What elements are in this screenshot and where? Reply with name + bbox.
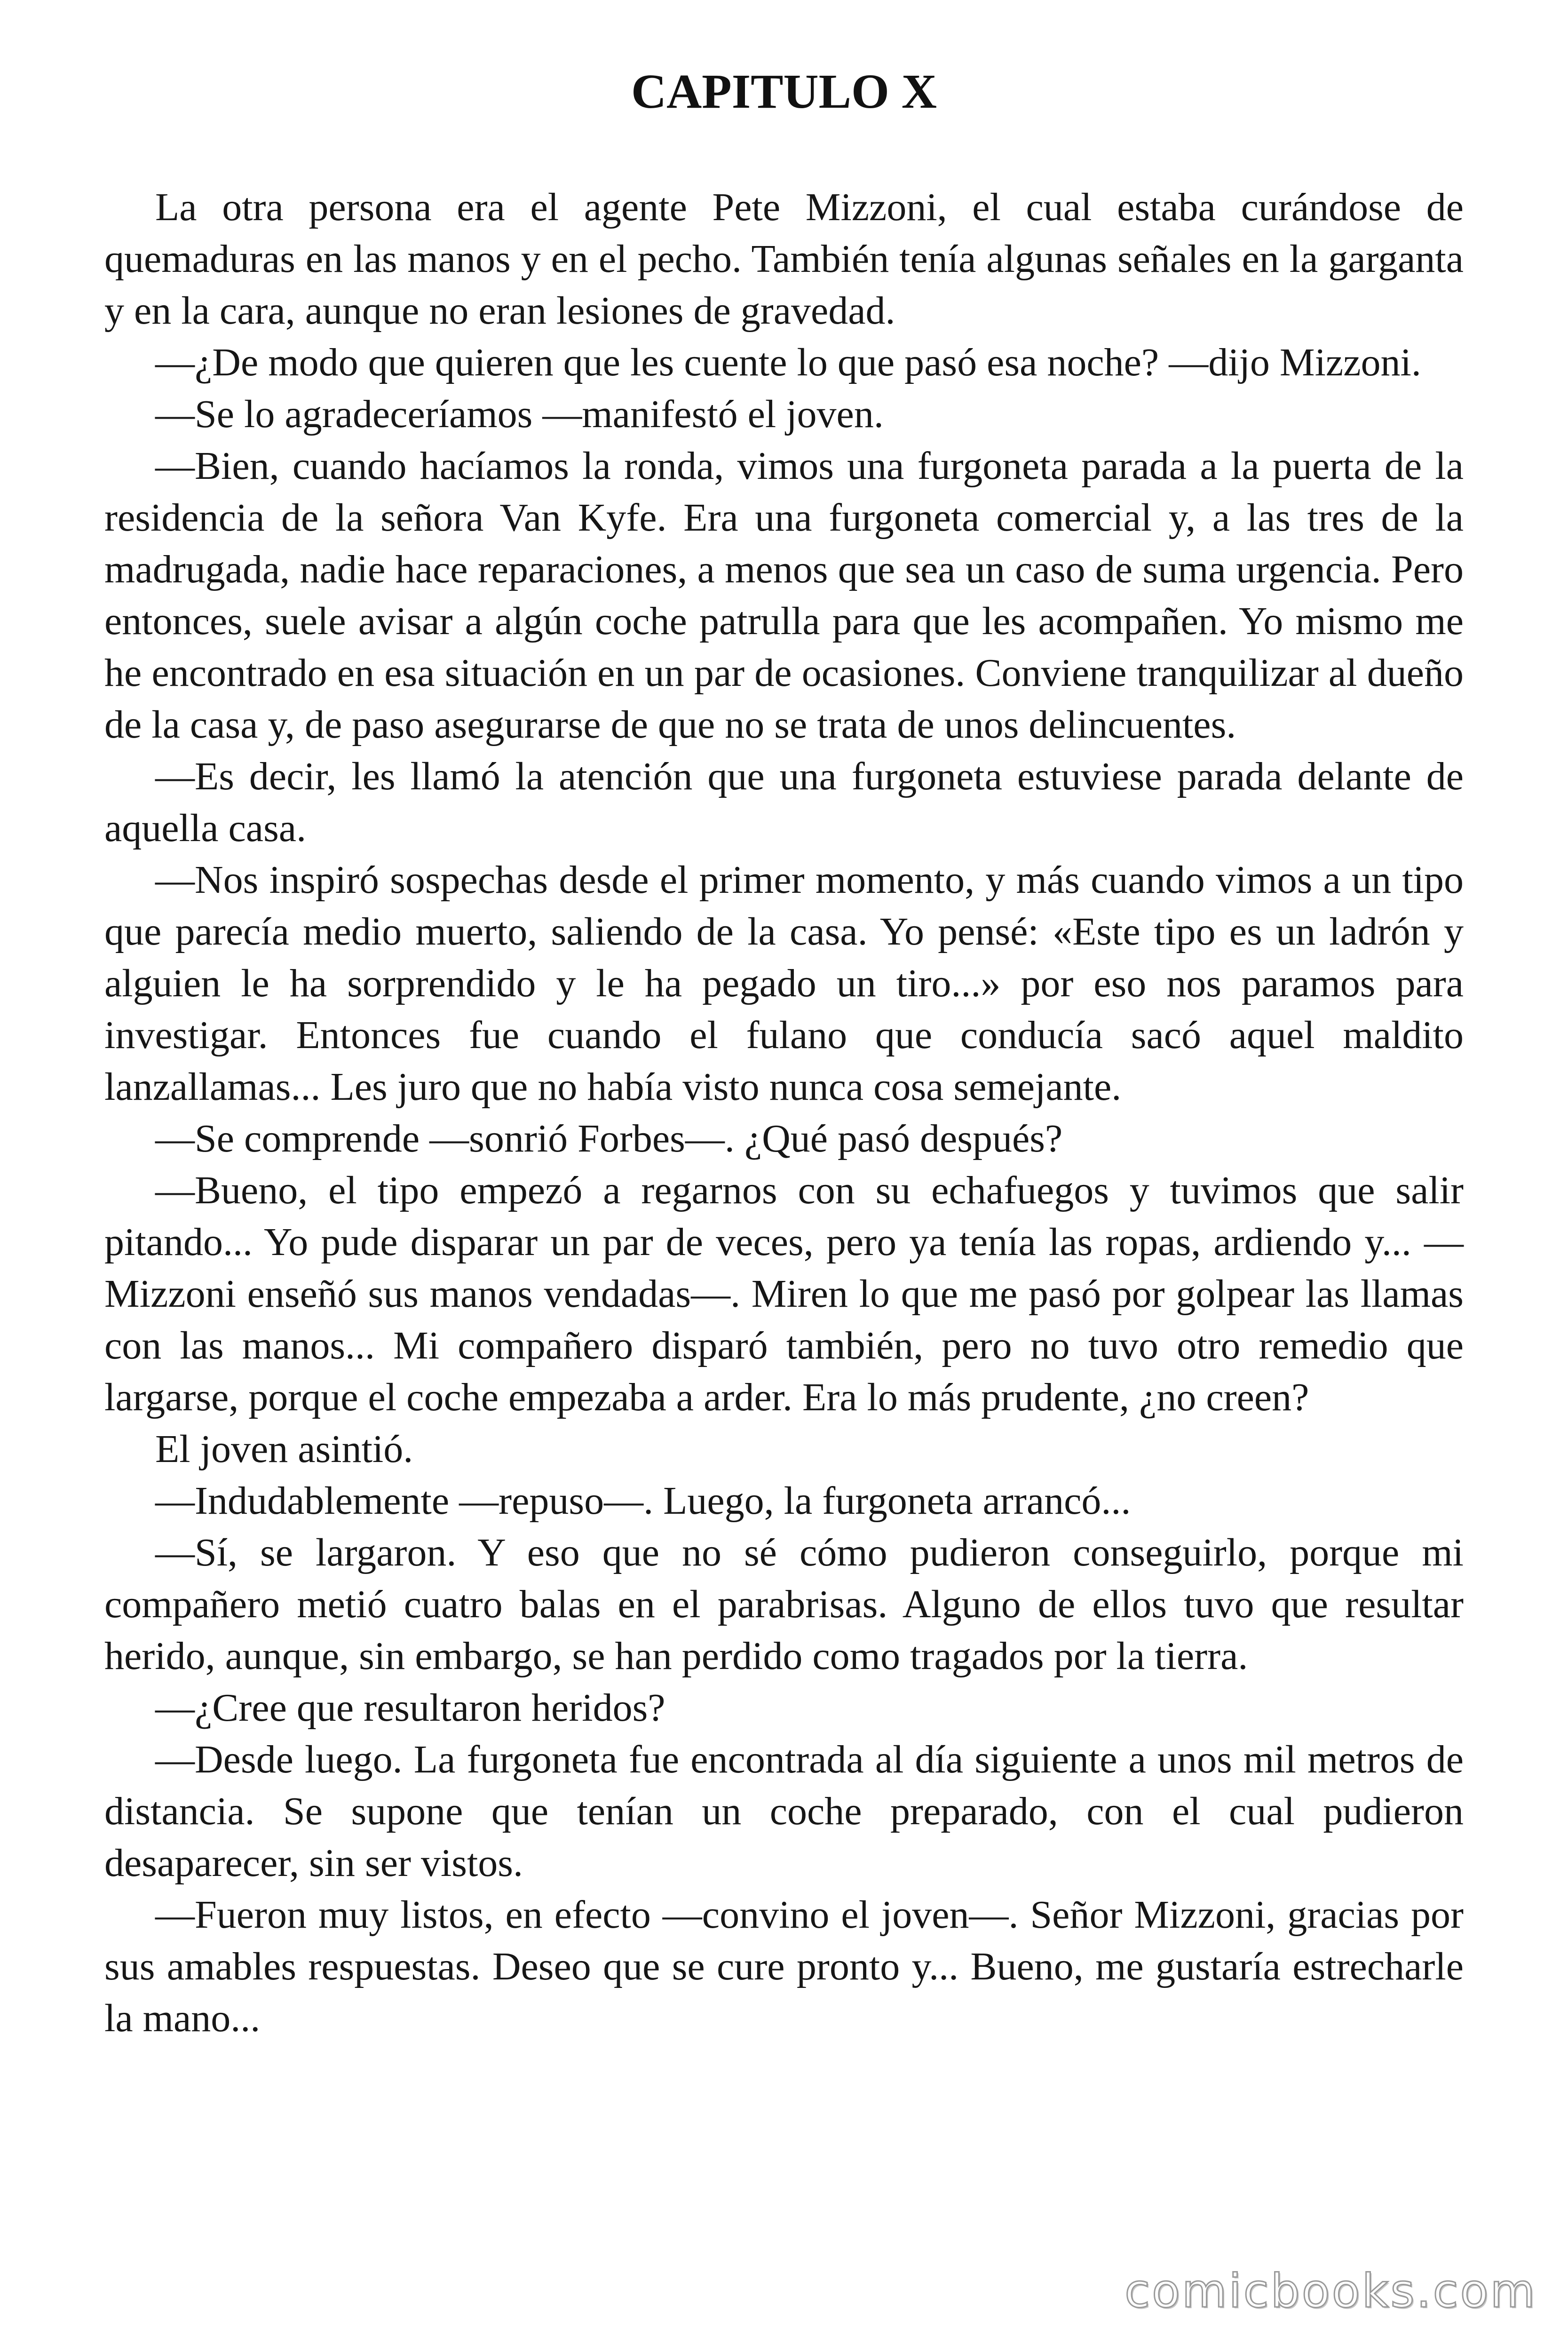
paragraph: —Se comprende —sonrió Forbes—. ¿Qué pasó después? xyxy=(155,1117,1063,1160)
paragraph: —Nos inspiró sospechas desde el primer momento, y más cuando vimos a un tipo que parecía medio muerto, saliendo de la casa. Yo pensé: «Este tipo es un ladrón y alguien le ha sorprendido y le ha pegado un tiro...» por eso nos paramos para investigar. Entonces fue cuando el fulano que conducía sacó aquel maldito lanzallamas... Les juro que no había visto nunca cosa semejante. xyxy=(104,858,1464,1109)
paragraph: —Sí, se largaron. Y eso que no sé cómo pudieron conseguirlo, porque mi compañero metió cuatro balas en el parabrisas. Alguno de ellos tuvo que resultar herido, aunque, sin embargo, se han perdido como tragados por la tierra. xyxy=(104,1531,1464,1678)
paragraph: —Se lo agradeceríamos —manifestó el joven. xyxy=(155,392,884,436)
paragraph: —Indudablemente —repuso—. Luego, la furgoneta arrancó... xyxy=(155,1479,1131,1523)
paragraph: —¿Cree que resultaron heridos? xyxy=(155,1686,665,1730)
chapter-body xyxy=(104,182,1464,2044)
chapter-title: CAPITULO X xyxy=(631,64,937,119)
paragraph: —Desde luego. La furgoneta fue encontrada al día siguiente a unos mil metros de distancia. Se supone que tenían un coche preparado, con el cual pudieron desaparecer, sin ser vistos. xyxy=(104,1738,1464,1885)
paragraph: —Es decir, les llamó la atención que una furgoneta estuviese parada delante de aquella casa. xyxy=(104,755,1464,850)
paragraph: —¿De modo que quieren que les cuente lo que pasó esa noche? —dijo Mizzoni. xyxy=(155,341,1421,384)
paragraph: El joven asintió. xyxy=(155,1427,413,1471)
paragraph: —Bien, cuando hacíamos la ronda, vimos una furgoneta parada a la puerta de la residencia de la señora Van Kyfe. Era una furgoneta comercial y, a las tres de la madrugada, nadie hace reparaciones, a menos que sea un caso de suma urgencia. Pero entonces, suele avisar a algún coche patrulla para que les acompañen. Yo mismo me he encontrado en esa situación en un par de ocasiones. Conviene tranquilizar al dueño de la casa y, de paso asegurarse de que no se trata de unos delincuentes. xyxy=(104,444,1464,747)
paragraph: —Fueron muy listos, en efecto —convino el joven—. Señor Mizzoni, gracias por sus amables respuestas. Deseo que se cure pronto y... Bueno, me gustaría estrecharle la mano... xyxy=(104,1893,1464,2040)
paragraph: —Bueno, el tipo empezó a regarnos con su echafuegos y tuvimos que salir pitando... Yo pude disparar un par de veces, pero ya tenía las ropas, ardiendo y... —Mizzoni enseñó sus manos vendadas—. Miren lo que me pasó por golpear las llamas con las manos... Mi compañero disparó también, pero no tuvo otro remedio que largarse, porque el coche empezaba a arder. Era lo más prudente, ¿no creen? xyxy=(104,1168,1464,1419)
paragraph: La otra persona era el agente Pete Mizzoni, el cual estaba curándose de quemaduras en las manos y en el pecho. También tenía algunas señales en la garganta y en la cara, aunque no eran lesiones de gravedad. xyxy=(104,185,1464,333)
watermark: comicbooks.com xyxy=(1125,2265,1537,2318)
